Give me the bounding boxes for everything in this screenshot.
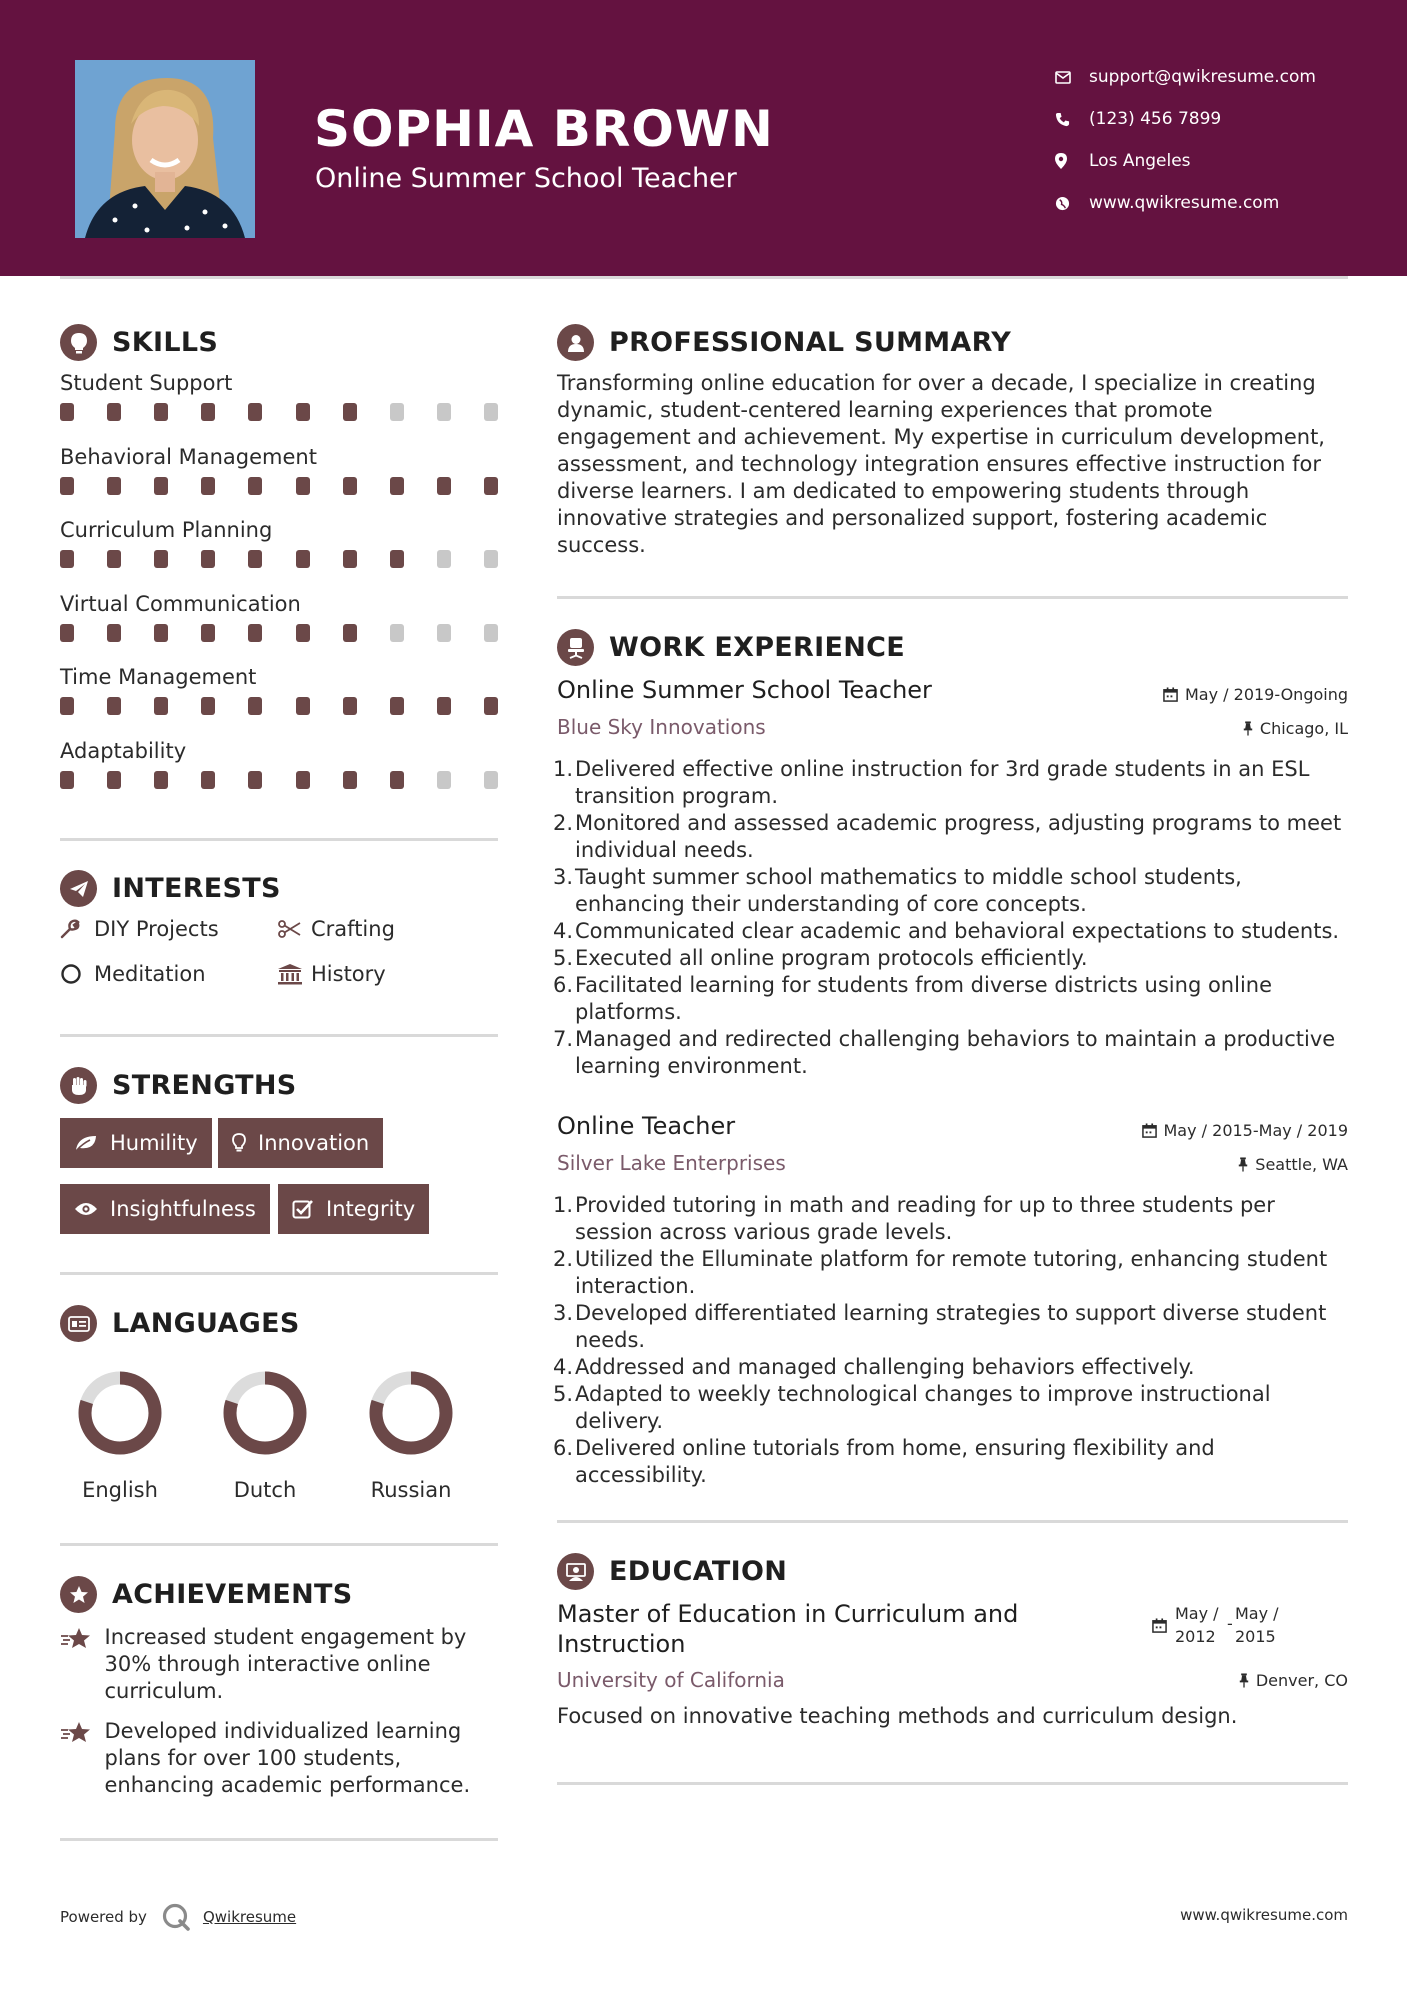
responsibility-text: Managed and redirected challenging behaviors to maintain a productive learning environment. xyxy=(575,1027,1336,1078)
museum-icon xyxy=(277,963,311,985)
responsibility-item xyxy=(553,1192,1353,1246)
list-number: 2. xyxy=(553,811,574,835)
rating-dot-filled xyxy=(296,771,310,789)
list-number: 1. xyxy=(553,757,574,781)
list-number: 6. xyxy=(553,973,574,997)
strengths-divider xyxy=(60,1272,498,1275)
paper-plane-icon xyxy=(60,870,97,907)
responsibility-item xyxy=(553,1300,1353,1354)
achievement-item xyxy=(60,1718,500,1799)
job-dates-text: May / 2015-May / 2019 xyxy=(1163,1121,1348,1140)
language-level-gauge xyxy=(366,1368,456,1458)
education-start xyxy=(1175,1602,1227,1648)
check-square-icon xyxy=(292,1199,314,1219)
rating-dot-empty xyxy=(484,403,498,421)
skills-heading xyxy=(60,324,218,361)
job-dates xyxy=(1163,685,1348,704)
calendar-icon xyxy=(1142,1123,1157,1138)
achievements-heading xyxy=(60,1576,353,1613)
skills-list xyxy=(60,371,500,812)
language-name: Russian xyxy=(370,1478,452,1502)
contact-phone-text: (123) 456 7899 xyxy=(1089,109,1222,129)
rating-dot-filled xyxy=(107,697,121,715)
job-location xyxy=(1243,719,1348,738)
star-icon xyxy=(60,1718,105,1799)
job-responsibilities xyxy=(553,1192,1353,1489)
rating-dot-filled xyxy=(201,771,215,789)
rating-dot-filled xyxy=(343,697,357,715)
responsibility-item xyxy=(553,1381,1353,1435)
degree-title: Master of Education in Curriculum and Instruction xyxy=(557,1600,1019,1658)
achievements-title: ACHIEVEMENTS xyxy=(112,1579,353,1610)
interest-label: DIY Projects xyxy=(94,917,219,941)
user-icon xyxy=(557,324,594,361)
rating-dot-filled xyxy=(296,550,310,568)
interest-item xyxy=(60,917,219,941)
skill-name: Time Management xyxy=(60,665,257,689)
rating-dot-filled xyxy=(343,550,357,568)
rating-dot-filled xyxy=(60,477,74,495)
job-location-text: Seattle, WA xyxy=(1255,1155,1348,1174)
rating-dot-filled xyxy=(390,550,404,568)
education-end xyxy=(1235,1602,1287,1648)
rating-dot-filled xyxy=(107,477,121,495)
skill-rating xyxy=(60,624,498,642)
office-chair-icon xyxy=(557,629,594,666)
rating-dot-filled xyxy=(296,697,310,715)
language-level-gauge xyxy=(75,1368,165,1458)
responsibility-text: Executed all online program protocols efficiently. xyxy=(575,946,1088,970)
responsibility-text: Delivered online tutorials from home, ensuring flexibility and accessibility. xyxy=(575,1436,1215,1487)
rating-dot-filled xyxy=(248,697,262,715)
skill-rating xyxy=(60,403,498,421)
responsibility-item xyxy=(553,1435,1353,1489)
skill-name: Adaptability xyxy=(60,738,187,763)
responsibility-text: Communicated clear academic and behavioral expectations to students. xyxy=(575,919,1340,943)
leaf-icon xyxy=(74,1134,98,1152)
rating-dot-filled xyxy=(390,697,404,715)
work-divider xyxy=(557,1520,1348,1523)
rating-dot-empty xyxy=(484,624,498,642)
rating-dot-filled xyxy=(248,771,262,789)
list-number: 7. xyxy=(553,1027,574,1051)
achievements-divider xyxy=(60,1838,498,1841)
star-icon xyxy=(60,1624,105,1705)
list-number: 1. xyxy=(553,1193,574,1217)
education-start-year: 2012 xyxy=(1175,1627,1216,1646)
rating-dot-empty xyxy=(390,624,404,642)
rating-dot-filled xyxy=(248,624,262,642)
wrench-icon xyxy=(60,919,94,939)
rating-dot-filled xyxy=(154,697,168,715)
candidate-name: SOPHIA BROWN xyxy=(314,100,774,158)
interests-heading xyxy=(60,870,281,907)
achievement-text: Increased student engagement by 30% through interactive online curriculum. xyxy=(104,1625,467,1703)
rating-dot-empty xyxy=(437,624,451,642)
skill-item xyxy=(60,739,500,813)
rating-dot-empty xyxy=(437,771,451,789)
rating-dot-filled xyxy=(248,477,262,495)
rating-dot-filled xyxy=(201,550,215,568)
rating-dot-empty xyxy=(484,550,498,568)
lightbulb-icon xyxy=(232,1133,246,1153)
work-title: WORK EXPERIENCE xyxy=(609,632,905,663)
education-start-month: May / xyxy=(1175,1604,1219,1623)
contact-list xyxy=(1055,56,1395,224)
summary-text: Transforming online education for over a decade, I specialize in creating dynamic, student-centered learning experiences that promote engagement and achievement. My expertise in curriculum development, assessment, and technology integration ensures effective instruction for diverse learners. I am dedicated to empowering students through innovative strategies and personalized support, fostering academic success. xyxy=(557,371,1325,557)
strength-label: Humility xyxy=(110,1131,198,1155)
id-card-icon xyxy=(60,1305,97,1342)
location-pin-icon xyxy=(1055,153,1089,169)
contact-location-text: Los Angeles xyxy=(1089,151,1191,171)
rating-dot-filled xyxy=(296,624,310,642)
strength-tag xyxy=(278,1184,429,1234)
resume-header xyxy=(0,0,1407,276)
education-heading xyxy=(557,1553,787,1590)
language-item xyxy=(346,1368,476,1502)
rating-dot-empty xyxy=(484,771,498,789)
eye-icon xyxy=(74,1201,98,1217)
rating-dot-filled xyxy=(107,624,121,642)
rating-dot-filled xyxy=(154,771,168,789)
interest-item xyxy=(277,962,386,986)
rating-dot-filled xyxy=(107,403,121,421)
interest-item xyxy=(60,962,206,986)
responsibility-text: Facilitated learning for students from diverse districts using online platforms. xyxy=(575,973,1273,1024)
responsibility-item xyxy=(553,918,1353,945)
header-divider xyxy=(60,276,1348,279)
achievement-item xyxy=(60,1624,500,1705)
responsibility-text: Provided tutoring in math and reading for up to three students per session across various grade levels. xyxy=(575,1193,1275,1244)
rating-dot-filled xyxy=(343,771,357,789)
education-location xyxy=(1239,1671,1348,1690)
rating-dot-filled xyxy=(201,697,215,715)
candidate-title: Online Summer School Teacher xyxy=(315,163,737,194)
skill-item xyxy=(60,445,500,519)
education-end-year: 2015 xyxy=(1235,1627,1276,1646)
strengths-title: STRENGTHS xyxy=(112,1070,297,1101)
rating-dot-filled xyxy=(60,624,74,642)
rating-dot-empty xyxy=(390,403,404,421)
responsibility-item xyxy=(553,1026,1353,1080)
rating-dot-filled xyxy=(201,403,215,421)
qwikresume-link[interactable]: Qwikresume xyxy=(202,1908,297,1926)
rating-dot-filled xyxy=(296,477,310,495)
rating-dot-filled xyxy=(437,477,451,495)
language-name: Dutch xyxy=(233,1478,297,1502)
responsibility-item xyxy=(553,972,1353,1026)
rating-dot-filled xyxy=(484,477,498,495)
contact-website[interactable] xyxy=(1055,182,1395,224)
rating-dot-filled xyxy=(343,624,357,642)
rating-dot-filled xyxy=(248,550,262,568)
interest-item xyxy=(277,917,395,941)
list-number: 3. xyxy=(553,1301,574,1325)
skill-rating xyxy=(60,697,498,715)
responsibility-text: Monitored and assessed academic progress, adjusting programs to meet individual needs. xyxy=(575,811,1342,862)
list-number: 6. xyxy=(553,1436,574,1460)
rating-dot-filled xyxy=(484,697,498,715)
skill-item xyxy=(60,371,500,445)
responsibility-text: Addressed and managed challenging behaviors effectively. xyxy=(575,1355,1195,1379)
job-dates-text: May / 2019-Ongoing xyxy=(1185,685,1348,704)
skill-item xyxy=(60,665,500,739)
skill-rating xyxy=(60,550,498,568)
education-dates xyxy=(1152,1602,1287,1648)
summary-heading xyxy=(557,324,1011,361)
rating-dot-filled xyxy=(154,403,168,421)
education-title: EDUCATION xyxy=(609,1556,788,1587)
job-responsibilities xyxy=(553,756,1353,1080)
skill-name: Virtual Communication xyxy=(60,591,301,616)
skill-name: Curriculum Planning xyxy=(60,518,273,542)
rating-dot-filled xyxy=(390,771,404,789)
responsibility-text: Taught summer school mathematics to middle school students, enhancing their understanding of core concepts. xyxy=(575,865,1242,916)
education-divider xyxy=(557,1782,1348,1785)
rating-dot-filled xyxy=(154,550,168,568)
skills-title: SKILLS xyxy=(112,327,219,358)
list-number: 4. xyxy=(553,1355,574,1379)
rating-dot-filled xyxy=(343,477,357,495)
responsibility-text: Developed differentiated learning strategies to support diverse student needs. xyxy=(575,1301,1327,1352)
language-name: English xyxy=(82,1478,158,1502)
interest-label: Crafting xyxy=(311,917,395,941)
language-item xyxy=(55,1368,185,1502)
star-badge-icon xyxy=(60,1576,97,1613)
lightbulb-icon xyxy=(60,324,97,361)
language-level-gauge xyxy=(220,1368,310,1458)
rating-dot-filled xyxy=(60,550,74,568)
rating-dot-filled xyxy=(60,403,74,421)
languages-divider xyxy=(60,1543,498,1546)
rating-dot-filled xyxy=(154,477,168,495)
job-title: Online Teacher xyxy=(557,1112,736,1140)
skill-name: Behavioral Management xyxy=(60,444,317,469)
education-date-separator: - xyxy=(1227,1614,1233,1633)
contact-location xyxy=(1055,140,1395,182)
pushpin-icon xyxy=(1243,721,1253,736)
graduate-icon xyxy=(557,1553,594,1590)
footer-website[interactable]: www.qwikresume.com xyxy=(1180,1906,1348,1924)
job-company: Silver Lake Enterprises xyxy=(557,1151,786,1175)
interest-label: History xyxy=(311,962,386,986)
rating-dot-filled xyxy=(60,771,74,789)
job-location xyxy=(1238,1155,1348,1174)
job-location-text: Chicago, IL xyxy=(1259,719,1348,738)
responsibility-item xyxy=(553,1354,1353,1381)
list-number: 3. xyxy=(553,865,574,889)
responsibility-text: Delivered effective online instruction for 3rd grade students in an ESL transition program. xyxy=(575,757,1310,808)
languages-title: LANGUAGES xyxy=(112,1308,300,1339)
skill-rating xyxy=(60,771,498,789)
contact-email[interactable] xyxy=(1055,56,1395,98)
skill-item xyxy=(60,592,500,666)
footer-powered-by xyxy=(60,1902,296,1932)
globe-icon xyxy=(1055,196,1089,211)
job-title: Online Summer School Teacher xyxy=(557,676,932,704)
rating-dot-filled xyxy=(390,477,404,495)
list-number: 5. xyxy=(553,1382,574,1406)
skills-divider xyxy=(60,838,498,841)
skill-rating xyxy=(60,477,498,495)
profile-photo xyxy=(75,60,255,238)
rating-dot-filled xyxy=(201,477,215,495)
responsibility-item xyxy=(553,945,1353,972)
list-number: 5. xyxy=(553,946,574,970)
rating-dot-filled xyxy=(201,624,215,642)
school-name: University of California xyxy=(557,1668,785,1692)
rating-dot-empty xyxy=(437,403,451,421)
job-dates xyxy=(1142,1121,1349,1140)
strength-label: Insightfulness xyxy=(110,1197,256,1221)
job-company: Blue Sky Innovations xyxy=(557,715,766,739)
circle-icon xyxy=(60,963,94,985)
responsibility-item xyxy=(553,756,1353,810)
responsibility-item xyxy=(553,864,1353,918)
strength-label: Integrity xyxy=(326,1197,416,1221)
rating-dot-filled xyxy=(343,403,357,421)
work-heading xyxy=(557,629,905,666)
education-location-text: Denver, CO xyxy=(1255,1671,1348,1690)
interests-divider xyxy=(60,1034,498,1037)
strength-tag xyxy=(218,1118,383,1168)
summary-title: PROFESSIONAL SUMMARY xyxy=(609,327,1012,358)
interests-title: INTERESTS xyxy=(112,873,281,904)
strength-tag xyxy=(60,1118,212,1168)
strength-label: Innovation xyxy=(258,1131,370,1155)
person-portrait-icon xyxy=(75,60,255,238)
skill-name: Student Support xyxy=(60,371,233,395)
language-item xyxy=(200,1368,330,1502)
list-number: 2. xyxy=(553,1247,574,1271)
responsibility-text: Utilized the Elluminate platform for remote tutoring, enhancing student interaction. xyxy=(575,1247,1328,1298)
pushpin-icon xyxy=(1239,1673,1249,1688)
calendar-icon xyxy=(1152,1602,1167,1648)
powered-by-label: Powered by xyxy=(60,1908,147,1926)
rating-dot-filled xyxy=(107,771,121,789)
rating-dot-empty xyxy=(437,550,451,568)
responsibility-text: Adapted to weekly technological changes to improve instructional delivery. xyxy=(575,1382,1271,1433)
phone-icon xyxy=(1055,112,1089,127)
rating-dot-filled xyxy=(248,403,262,421)
skill-item xyxy=(60,518,500,592)
education-end-month: May / xyxy=(1235,1604,1279,1623)
summary-divider xyxy=(557,596,1348,599)
achievement-text: Developed individualized learning plans for over 100 students, enhancing academic performance. xyxy=(104,1719,471,1797)
envelope-icon xyxy=(1055,71,1089,84)
rating-dot-filled xyxy=(296,403,310,421)
responsibility-item xyxy=(553,810,1353,864)
contact-website-text: www.qwikresume.com xyxy=(1089,193,1280,213)
rating-dot-filled xyxy=(437,697,451,715)
education-description: Focused on innovative teaching methods and curriculum design. xyxy=(557,1704,1238,1728)
qwikresume-logo-icon xyxy=(161,1902,191,1932)
responsibility-item xyxy=(553,1246,1353,1300)
fist-icon xyxy=(60,1067,97,1104)
contact-phone[interactable] xyxy=(1055,98,1395,140)
interest-label: Meditation xyxy=(94,962,206,986)
rating-dot-filled xyxy=(154,624,168,642)
list-number: 4. xyxy=(553,919,574,943)
languages-heading xyxy=(60,1305,300,1342)
rating-dot-filled xyxy=(60,697,74,715)
pushpin-icon xyxy=(1238,1157,1248,1172)
contact-email-text: support@qwikresume.com xyxy=(1089,67,1316,87)
scissors-icon xyxy=(277,920,311,938)
calendar-icon xyxy=(1163,687,1178,702)
rating-dot-filled xyxy=(107,550,121,568)
strengths-heading xyxy=(60,1067,297,1104)
strength-tag xyxy=(60,1184,270,1234)
